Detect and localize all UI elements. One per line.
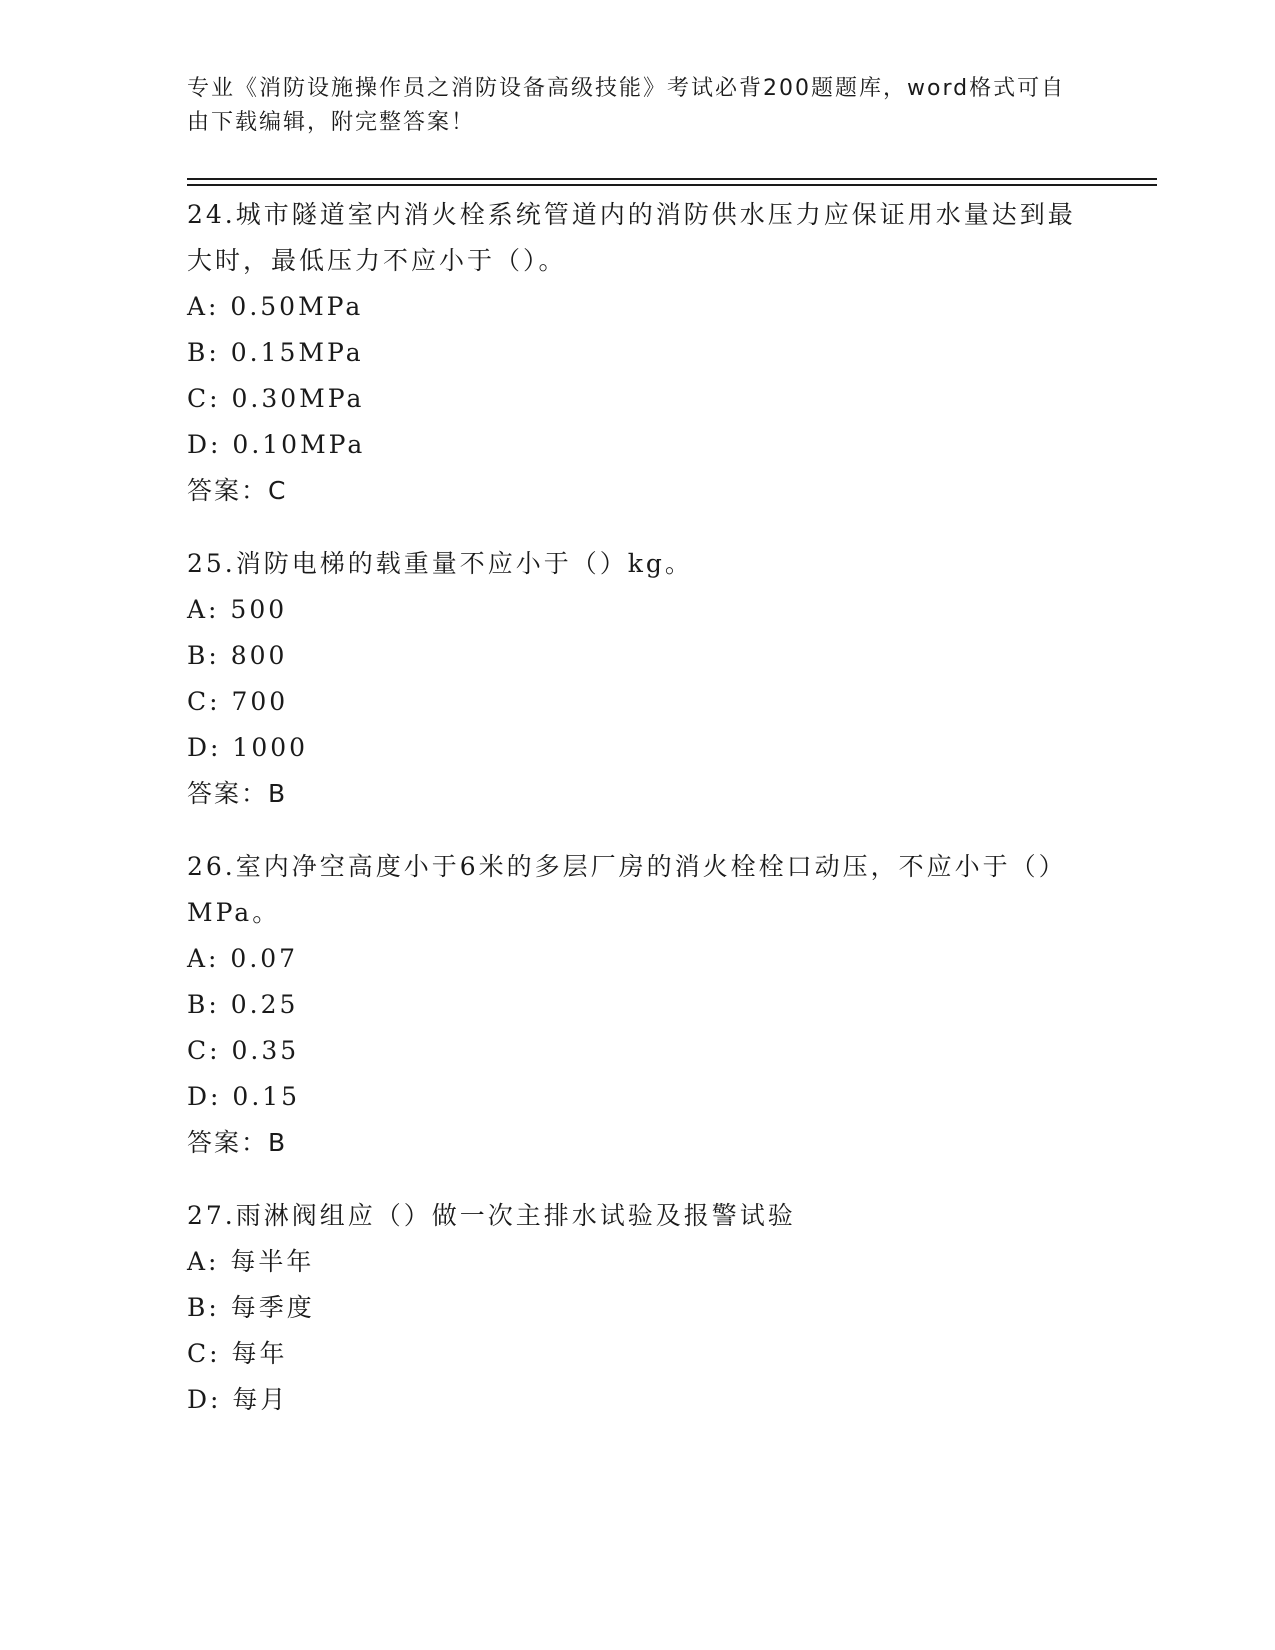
question-27 (187, 1193, 1087, 1423)
question-26 (187, 844, 1087, 1166)
option-d: D: 1000 (187, 733, 309, 762)
question-stem: 27.雨淋阀组应（）做一次主排水试验及报警试验 (187, 1201, 796, 1230)
question-list (187, 192, 1087, 1450)
question-stem: 24.城市隧道室内消火栓系统管道内的消防供水压力应保证用水量达到最大时，最低压力不应小于（）。 (187, 200, 1076, 275)
question-25 (187, 541, 1087, 817)
answer-line: 答案：B (187, 779, 288, 808)
header-divider (187, 178, 1157, 186)
option-b: B: 每季度 (187, 1293, 315, 1322)
option-b: B: 800 (187, 641, 288, 670)
option-c: C: 0.35 (187, 1036, 300, 1065)
option-c: C: 0.30MPa (187, 384, 365, 413)
option-a: A: 0.50MPa (187, 292, 364, 321)
document-header: 专业《消防设施操作员之消防设备高级技能》考试必背200题题库，word格式可自由下载编辑，附完整答案！ (187, 76, 1066, 135)
option-a: A: 500 (187, 595, 288, 624)
question-stem: 25.消防电梯的载重量不应小于（）kg。 (187, 549, 693, 578)
question-24 (187, 192, 1087, 514)
option-d: D: 0.15 (187, 1082, 301, 1111)
option-c: C: 每年 (187, 1339, 288, 1368)
option-d: D: 每月 (187, 1385, 289, 1414)
option-b: B: 0.25 (187, 990, 299, 1019)
option-a: A: 每半年 (187, 1247, 315, 1276)
option-a: A: 0.07 (187, 944, 299, 973)
question-stem: 26.室内净空高度小于6米的多层厂房的消火栓栓口动压，不应小于（）MPa。 (187, 852, 1067, 927)
option-b: B: 0.15MPa (187, 338, 364, 367)
option-d: D: 0.10MPa (187, 430, 366, 459)
option-c: C: 700 (187, 687, 289, 716)
answer-line: 答案：C (187, 476, 288, 505)
answer-line: 答案：B (187, 1128, 288, 1157)
